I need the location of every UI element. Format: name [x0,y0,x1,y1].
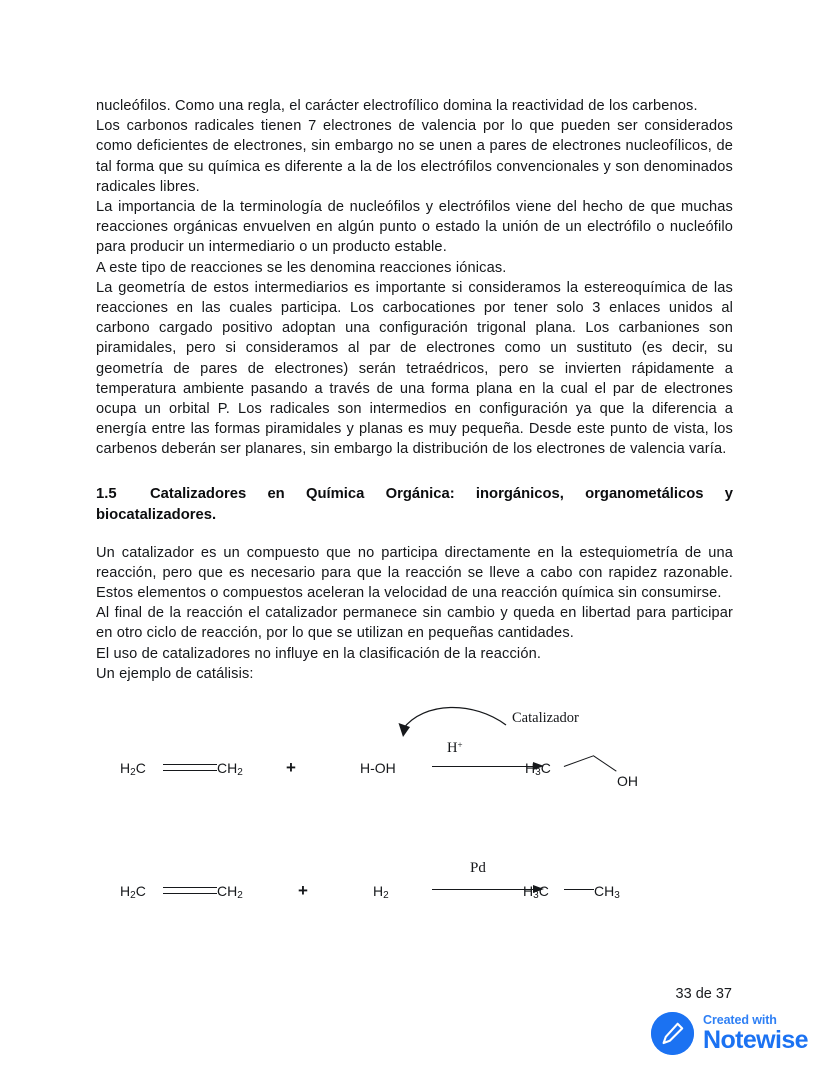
section-heading [96,484,733,526]
section-heading-text: Catalizadores en Química Orgánica: inorgánicos, organometálicos y biocatalizadores. [96,485,733,523]
paragraph: La importancia de la terminología de nucleófilos y electrófilos viene del hecho de que muchas reacciones orgánicas envuelven en algún punto o estado la unión de un electrófilo o nucleófilo para producir un intermediario o un producto estable. [96,199,733,256]
plus-sign: + [298,881,308,900]
double-bond-line-upper [163,887,217,888]
reactant-ethene-left: $H_2C$ [120,883,146,902]
reactant-ethene-right: $CH_2$ [217,883,243,902]
reactant-ethene-left: $H_2C$ [120,760,146,779]
paragraph: Un catalizador es un compuesto que no participa directamente en la estequiometría de una reacción, pero que es necesario para que la reacción se lleve a cabo con rapidez razonable. Estos elementos o compuestos aceleran la velocidad de una reacción química sin consumirse. [96,544,733,602]
bond-segment-up [564,755,594,767]
paragraph: Los carbonos radicales tienen 7 electrones de valencia por lo que pueden ser considerados como deficientes de electrones, sin embargo no se unen a pares de electrones nucleofílicos, de tal forma que su química es diferente a la de los electrófilos convencionales y son denominados radicales libres. [96,118,733,195]
single-bond-line [564,889,594,890]
product-ethane-right: $CH_3$ [594,883,620,902]
paragraph: El uso de catalizadores no influye en la clasificación de la reacción. [96,645,542,662]
reaction-arrow-shaft [432,766,536,767]
section-number: 1.5 [96,485,117,502]
reaction-arrow-shaft [432,889,536,890]
double-bond-line-lower [163,893,217,894]
badge-brand-name: Notewise [703,1026,808,1055]
plus-sign: + [286,758,296,777]
notewise-badge[interactable] [651,1012,808,1055]
catalyst-label: Pd [470,860,486,876]
reaction-hydration-of-ethene [96,700,733,810]
reactant-ethene-right: $CH_2$ [217,760,243,779]
reaction-hydrogenation-of-ethene [96,855,733,925]
reactant-water: H-OH [360,760,396,776]
notewise-badge-text [703,1014,808,1054]
double-bond-line-upper [163,764,217,765]
product-ethanol-methyl: $H_3C$ [525,760,551,779]
badge-created-with-label: Created with [703,1012,777,1027]
double-bond-line-lower [163,770,217,771]
paragraph: La geometría de estos intermediarios es importante si consideramos la estereoquímica de las reacciones en las cuales participa. Los carbocationes por tener solo 3 enlaces unidos al carbono cargado positivo adoptan una configuración trigonal plana. Los carbaniones son piramidales, pero si consideramos al par de electrones como un sustituto (es decir, su geometría de pares de electrones) serán tetraédricos, pero se invierten rápidamente a temperatura ambiente pasando a través de una forma plana en la cual el par de electrones ocupa un orbital P. Los radicales son intermedios en configuración ya que la diferencia a energía entre las formas piramidales y planas es muy pequeña. Desde este punto de vista, los carbenos deberán ser planares, sin embargo la distribución de los electrones de valencia varía. [96,279,733,458]
reactant-hydrogen: $H_2$ [373,883,389,902]
document-body [96,96,733,684]
bond-segment-down [593,755,617,772]
paragraph: A este tipo de reacciones se les denomina reacciones iónicas. [96,259,507,276]
paragraph: Al final de la reacción el catalizador permanece sin cambio y queda en libertad para participar en otro ciclo de reacción, por lo que se utilizan en pequeñas cantidades. [96,605,733,642]
product-ethane-left: $H_3C$ [523,883,549,902]
notewise-logo-icon [651,1012,694,1055]
catalyst-annotation: Catalizador [512,710,579,726]
page-footer [0,986,828,1071]
page-number: 33 de 37 [675,986,732,1002]
catalyst-label: H+ [447,740,463,757]
curved-arrow-icon [354,703,534,758]
product-hydroxyl: OH [617,773,638,789]
paragraph: Un ejemplo de catálisis: [96,665,254,682]
chemical-reactions-figure [96,700,733,940]
paragraph: nucleófilos. Como una regla, el carácter electrofílico domina la reactividad de los carbenos. [96,98,698,114]
